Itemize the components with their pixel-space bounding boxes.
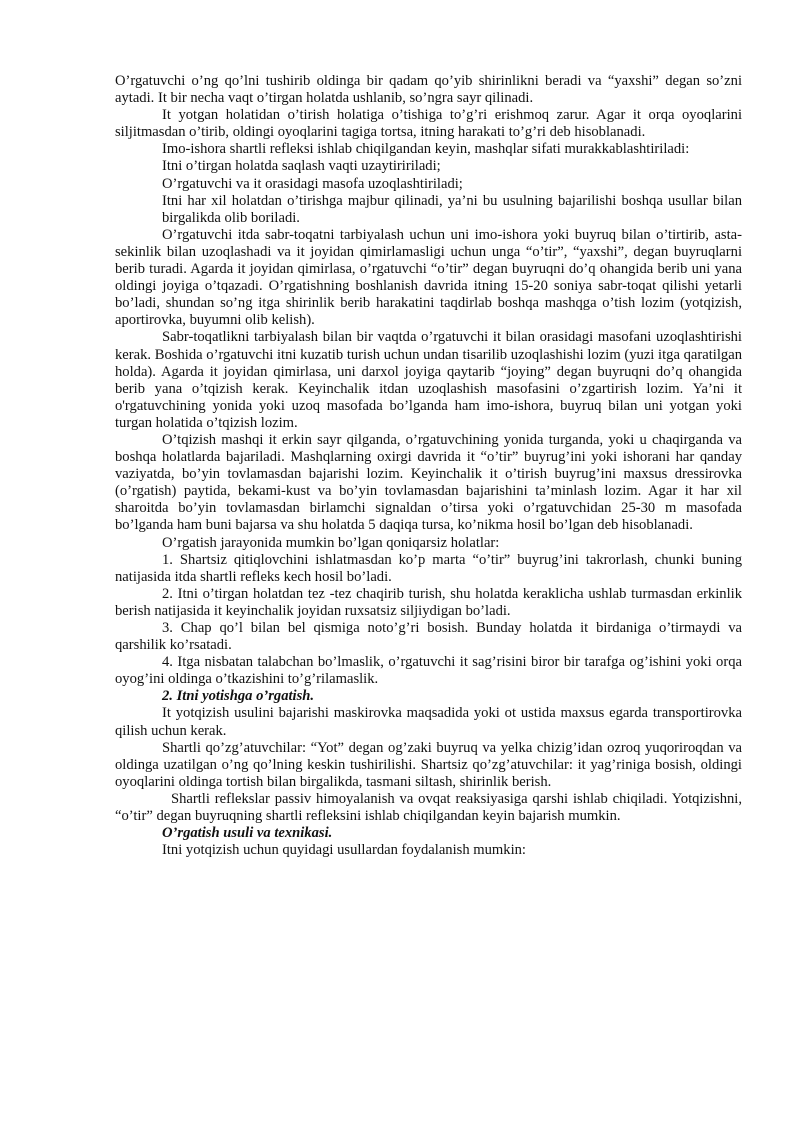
- list-item-1: Itni o’tirgan holatda saqlash vaqti uzaytiririladi;: [162, 158, 441, 175]
- paragraph-11: Itni yotqizish uchun quyidagi usullardan foydalanish mumkin:: [162, 842, 526, 859]
- paragraph-2: It yotgan holatidan o’tirish holatiga o’tishiga to’g’ri erishmoq zarur. Agar it orqa oyoqlarini siljitmasdan o’tirib, oldingi oyoqlarini tagiga tortsa, itning harakati to’g’ri deb hisoblanadi.: [115, 107, 742, 141]
- paragraph-9: Shartli qo’zg’atuvchilar: “Yot” degan og’zaki buyruq va yelka chizig’idan ozroq yuqoriroqdan va oldinga uzatilgan o’ng qo’lning keskin tushirilishi. Shartsiz qo’zg’atuvchilar: it yag’riniga bosish, oldingi oyoqlarini oldinga tortish bilan birgalikda, tasmani siltash, shirinlik berish.: [115, 739, 742, 790]
- paragraph-1: O’rgatuvchi o’ng qo’lni tushirib oldinga bir qadam qo’yib shirinlikni beradi va “yaxshi” degan so’zni aytadi. It bir necha vaqt o’tirgan holatda ushlanib, so’ngra sayr qilinadi.: [115, 73, 742, 107]
- numbered-item-4: 4. Itga nisbatan talabchan bo’lmaslik, o’rgatuvchi it sag’risini biror bir tarafga og’ishini yoki orqa oyog’ini oldinga o’tkazishini to’g’rilamaslik.: [115, 654, 742, 688]
- paragraph-5: Sabr-toqatlikni tarbiyalash bilan bir vaqtda o’rgatuvchi it bilan orasidagi masofani uzoqlashtirishi kerak. Boshida o’rgatuvchi itni kuzatib turish uchun undan tisarilib uzoqlashishi lozim (yuzi itga qaratilgan holda). Agarda it joyidan qimirlasa, uni darxol joyiga qaytarib “joying” degan buyruqni do’q ohangida berib yana o’tqizish kerak. Keyinchalik itdan uzoqlashish masofasini o’zgartirish lozim. Ya’ni it o'rgatuvchining yonida yoki uzoq masofada bo’lganda ham imo-ishora, buyruq bilan uni yotgan yoki turgan holatida o’tqizish lozim.: [115, 329, 742, 431]
- numbered-item-1: 1. Shartsiz qitiqlovchini ishlatmasdan ko’p marta “o’tir” buyrug’ini takrorlash, chunki buning natijasida itda shartli refleks kech hosil bo’ladi.: [115, 551, 742, 585]
- numbered-item-2: 2. Itni o’tirgan holatdan tez -tez chaqirib turish, shu holatda keraklicha ushlab turmasdan erkinlik berish natijasida it keyinchalik joyidan ruxsatsiz siljiydigan bo’ladi.: [115, 585, 742, 619]
- list-item-3: Itni har xil holatdan o’tirishga majbur qilinadi, ya’ni bu usulning bajarilishi boshqa usullar bilan birgalikda olib boriladi.: [162, 192, 742, 226]
- paragraph-6: O’tqizish mashqi it erkin sayr qilganda, o’rgatuvchining yonida turganda, yoki u chaqirganda va boshqa holatlarda bajariladi. Mashqlarning oxirgi davrida it “o’tir” buyrug’ini yoki ishorani har qanday vaziyatda, bo’yin tovlamasdan bajarishi lozim. Keyinchalik it o’tirish buyrug’ini maxsus dressirovka (o’rgatish) paytida, bekami-kust va bo’yin tovlamasdan bajarishini ta’minlash lozim. Agar it har xil sharoitda bo’yin tovlamasdan birlamchi signaldan o’tirsa yoki o’rgatuvchidan 25-30 m masofada bo’lganda ham buni bajarsa va shu holatda 5 daqiqa tursa, ko’nikma hosil bo’lgan deb hisoblanadi.: [115, 431, 742, 534]
- paragraph-7: O’rgatish jarayonida mumkin bo’lgan qoniqarsiz holatlar:: [162, 534, 500, 551]
- numbered-item-3: 3. Chap qo’l bilan bel qismiga noto’g’ri bosish. Bunday holatda it birdaniga o’tirmaydi va qarshilik ko’rsatadi.: [115, 620, 742, 654]
- paragraph-10: Shartli reflekslar passiv himoyalanish va ovqat reaksiyasiga qarshi ishlab chiqiladi. Yotqizishni, “o’tir” degan buyruqning shartli refleksini ishlab chiqilgandan keyin bajarish mumkin.: [115, 790, 742, 825]
- subsection-heading: O’rgatish usuli va texnikasi.: [162, 825, 333, 842]
- paragraph-4: O’rgatuvchi itda sabr-toqatni tarbiyalash uchun uni imo-ishora yoki buyruq bilan o’tirtirib, asta-sekinlik bilan uzoqlashadi va it joyidan qimirlamasligi uchun unga “o’tir”, “yaxshi”, degan buyruqlarni berib turadi. Agarda it joyidan qimirlasa, o’rgatuvchi “o’tir” degan buyruqni do’q ohangida berib uni yana oldingi joyiga o’tqazadi. O’rgatishning boshlanish davrida itning 15-20 soniya sabr-toqat qilishi yetarli bo’ladi, shundan so’ng itga shirinlik berib harakatini taqdirlab boshqa mashqga o’tish lozim (yotqizish, aportirovka, buyumni olib kelish).: [115, 226, 742, 329]
- list-item-2: O’rgatuvchi va it orasidagi masofa uzoqlashtiriladi;: [162, 175, 463, 192]
- paragraph-8: It yotqizish usulini bajarishi maskirovka maqsadida yoki ot ustida maxsus egarda transportirovka qilish uchun kerak.: [115, 705, 742, 739]
- paragraph-3: Imo-ishora shartli refleksi ishlab chiqilgandan keyin, mashqlar sifati murakkablashtiriladi:: [162, 141, 690, 158]
- section-heading: 2. Itni yotishga o’rgatish.: [162, 688, 315, 705]
